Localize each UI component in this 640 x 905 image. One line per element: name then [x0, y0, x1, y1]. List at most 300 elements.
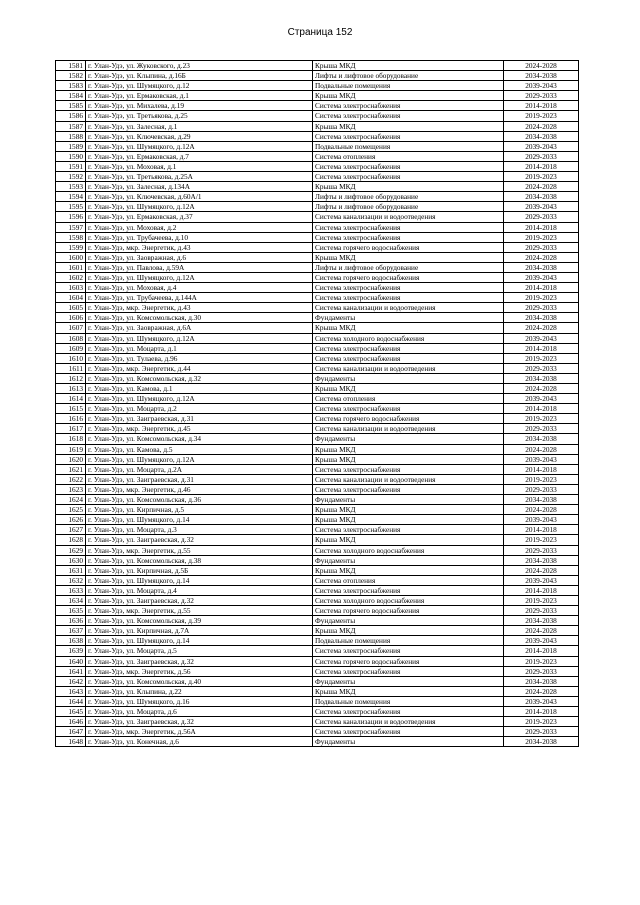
row-number-cell: 1613: [56, 384, 86, 394]
address-cell: г. Улан-Удэ, ул. Ключевская, д.60А/1: [86, 192, 313, 202]
table-row: [56, 293, 579, 303]
row-number-cell: 1601: [56, 262, 86, 272]
period-cell: 2024-2028: [504, 686, 579, 696]
period-cell: 2029-2033: [504, 666, 579, 676]
table-row: [56, 131, 579, 141]
period-cell: 2014-2018: [504, 707, 579, 717]
period-cell: 2019-2023: [504, 232, 579, 242]
row-number-cell: 1590: [56, 151, 86, 161]
table-row: [56, 262, 579, 272]
row-number-cell: 1589: [56, 141, 86, 151]
table-row: [56, 454, 579, 464]
period-cell: 2014-2018: [504, 283, 579, 293]
address-cell: г. Улан-Удэ, мкр. Энергетик, д.45: [86, 424, 313, 434]
address-cell: г. Улан-Удэ, ул. Кирпичная, д.5Б: [86, 565, 313, 575]
address-cell: г. Улан-Удэ, ул. Залесная, д.1: [86, 121, 313, 131]
row-number-cell: 1639: [56, 646, 86, 656]
work-type-cell: Крыша МКД: [313, 515, 504, 525]
row-number-cell: 1584: [56, 91, 86, 101]
period-cell: 2019-2023: [504, 656, 579, 666]
row-number-cell: 1644: [56, 696, 86, 706]
work-type-cell: Система электроснабжения: [313, 404, 504, 414]
work-type-cell: Фундаменты: [313, 434, 504, 444]
period-cell: 2014-2018: [504, 222, 579, 232]
address-cell: г. Улан-Удэ, ул. Шумяцкого, д.12А: [86, 202, 313, 212]
work-type-cell: Система канализации и водоотведения: [313, 474, 504, 484]
address-cell: г. Улан-Удэ, ул. Ключевская, д.29: [86, 131, 313, 141]
address-cell: г. Улан-Удэ, ул. Конечная, д.6: [86, 737, 313, 747]
row-number-cell: 1609: [56, 343, 86, 353]
table-row: [56, 727, 579, 737]
row-number-cell: 1622: [56, 474, 86, 484]
work-type-cell: Система электроснабжения: [313, 727, 504, 737]
row-number-cell: 1606: [56, 313, 86, 323]
table-row: [56, 464, 579, 474]
work-type-cell: Система горячего водоснабжения: [313, 242, 504, 252]
address-cell: г. Улан-Удэ, ул. Шумяцкого, д.12А: [86, 333, 313, 343]
address-cell: г. Улан-Удэ, ул. Шумяцкого, д.14: [86, 636, 313, 646]
work-type-cell: Крыша МКД: [313, 91, 504, 101]
address-cell: г. Улан-Удэ, мкр. Энергетик, д.56: [86, 666, 313, 676]
work-type-cell: Фундаменты: [313, 676, 504, 686]
period-cell: 2029-2033: [504, 303, 579, 313]
period-cell: 2019-2023: [504, 293, 579, 303]
table-row: [56, 363, 579, 373]
work-type-cell: Фундаменты: [313, 373, 504, 383]
work-type-cell: Система электроснабжения: [313, 484, 504, 494]
period-cell: 2034-2038: [504, 71, 579, 81]
period-cell: 2029-2033: [504, 484, 579, 494]
address-cell: г. Улан-Удэ, ул. Заиграевская, д.32: [86, 535, 313, 545]
period-cell: 2019-2023: [504, 535, 579, 545]
row-number-cell: 1632: [56, 575, 86, 585]
row-number-cell: 1611: [56, 363, 86, 373]
table-row: [56, 495, 579, 505]
table-row: [56, 535, 579, 545]
work-type-cell: Система электроснабжения: [313, 283, 504, 293]
work-type-cell: Крыша МКД: [313, 444, 504, 454]
table-row: [56, 474, 579, 484]
row-number-cell: 1629: [56, 545, 86, 555]
row-number-cell: 1602: [56, 272, 86, 282]
period-cell: 2039-2043: [504, 81, 579, 91]
period-cell: 2024-2028: [504, 252, 579, 262]
period-cell: 2029-2033: [504, 151, 579, 161]
row-number-cell: 1625: [56, 505, 86, 515]
table-row: [56, 616, 579, 626]
period-cell: 2039-2043: [504, 575, 579, 585]
address-cell: г. Улан-Удэ, мкр. Энергетик, д.55: [86, 606, 313, 616]
address-cell: г. Улан-Удэ, мкр. Энергетик, д.43: [86, 303, 313, 313]
work-type-cell: Система отопления: [313, 394, 504, 404]
period-cell: 2039-2043: [504, 272, 579, 282]
work-type-cell: Система электроснабжения: [313, 666, 504, 676]
table-row: [56, 575, 579, 585]
period-cell: 2014-2018: [504, 161, 579, 171]
work-type-cell: Система горячего водоснабжения: [313, 656, 504, 666]
row-number-cell: 1616: [56, 414, 86, 424]
row-number-cell: 1608: [56, 333, 86, 343]
table-row: [56, 252, 579, 262]
table-row: [56, 595, 579, 605]
table-row: [56, 343, 579, 353]
work-type-cell: Система электроснабжения: [313, 111, 504, 121]
work-type-cell: Крыша МКД: [313, 505, 504, 515]
address-cell: г. Улан-Удэ, ул. Кирпичная, д.7А: [86, 626, 313, 636]
row-number-cell: 1646: [56, 717, 86, 727]
work-type-cell: Система канализации и водоотведения: [313, 717, 504, 727]
work-type-cell: Система холодного водоснабжения: [313, 333, 504, 343]
period-cell: 2039-2043: [504, 696, 579, 706]
table-row: [56, 373, 579, 383]
table-row: [56, 565, 579, 575]
address-cell: г. Улан-Удэ, ул. Шумяцкого, д.12А: [86, 272, 313, 282]
address-cell: г. Улан-Удэ, ул. Шумяцкого, д.14: [86, 575, 313, 585]
address-cell: г. Улан-Удэ, ул. Трубачеева, д.144А: [86, 293, 313, 303]
table-row: [56, 61, 579, 71]
period-cell: 2039-2043: [504, 202, 579, 212]
work-type-cell: Фундаменты: [313, 313, 504, 323]
address-cell: г. Улан-Удэ, ул. Ермаковская, д.37: [86, 212, 313, 222]
table-row: [56, 81, 579, 91]
table-row: [56, 323, 579, 333]
address-cell: г. Улан-Удэ, ул. Комсомольская, д.34: [86, 434, 313, 444]
work-type-cell: Крыша МКД: [313, 61, 504, 71]
row-number-cell: 1628: [56, 535, 86, 545]
table-row: [56, 272, 579, 282]
row-number-cell: 1599: [56, 242, 86, 252]
work-type-cell: Фундаменты: [313, 495, 504, 505]
period-cell: 2034-2038: [504, 434, 579, 444]
work-type-cell: Лифты и лифтовое оборудование: [313, 71, 504, 81]
work-type-cell: Система канализации и водоотведения: [313, 424, 504, 434]
address-cell: г. Улан-Удэ, ул. Комсомольская, д.32: [86, 373, 313, 383]
address-cell: г. Улан-Удэ, ул. Шумяцкого, д.12А: [86, 394, 313, 404]
work-type-cell: Система электроснабжения: [313, 464, 504, 474]
table-row: [56, 505, 579, 515]
period-cell: 2039-2043: [504, 454, 579, 464]
row-number-cell: 1598: [56, 232, 86, 242]
period-cell: 2034-2038: [504, 373, 579, 383]
address-cell: г. Улан-Удэ, ул. Залесная, д.134А: [86, 182, 313, 192]
row-number-cell: 1614: [56, 394, 86, 404]
period-cell: 2024-2028: [504, 182, 579, 192]
table-row: [56, 111, 579, 121]
table-row: [56, 707, 579, 717]
row-number-cell: 1585: [56, 101, 86, 111]
row-number-cell: 1603: [56, 283, 86, 293]
address-cell: г. Улан-Удэ, ул. Тулаева, д.96: [86, 353, 313, 363]
address-cell: г. Улан-Удэ, ул. Павлова, д.59А: [86, 262, 313, 272]
period-cell: 2019-2023: [504, 474, 579, 484]
period-cell: 2039-2043: [504, 394, 579, 404]
period-cell: 2039-2043: [504, 333, 579, 343]
table-row: [56, 414, 579, 424]
table-row: [56, 434, 579, 444]
row-number-cell: 1638: [56, 636, 86, 646]
row-number-cell: 1626: [56, 515, 86, 525]
work-type-cell: Фундаменты: [313, 737, 504, 747]
table-row: [56, 333, 579, 343]
row-number-cell: 1636: [56, 616, 86, 626]
row-number-cell: 1620: [56, 454, 86, 464]
row-number-cell: 1615: [56, 404, 86, 414]
address-cell: г. Улан-Удэ, ул. Заиграевская, д.31: [86, 474, 313, 484]
row-number-cell: 1619: [56, 444, 86, 454]
table-row: [56, 182, 579, 192]
address-cell: г. Улан-Удэ, ул. Третьякова, д.25: [86, 111, 313, 121]
work-type-cell: Крыша МКД: [313, 686, 504, 696]
address-cell: г. Улан-Удэ, ул. Комсомольская, д.36: [86, 495, 313, 505]
row-number-cell: 1600: [56, 252, 86, 262]
period-cell: 2024-2028: [504, 61, 579, 71]
period-cell: 2029-2033: [504, 212, 579, 222]
work-type-cell: Крыша МКД: [313, 535, 504, 545]
table-row: [56, 606, 579, 616]
row-number-cell: 1637: [56, 626, 86, 636]
work-type-cell: Фундаменты: [313, 616, 504, 626]
address-cell: г. Улан-Удэ, ул. Клыпина, д.16Б: [86, 71, 313, 81]
period-cell: 2024-2028: [504, 323, 579, 333]
period-cell: 2029-2033: [504, 606, 579, 616]
work-type-cell: Система электроснабжения: [313, 232, 504, 242]
row-number-cell: 1587: [56, 121, 86, 131]
row-number-cell: 1610: [56, 353, 86, 363]
work-type-cell: Крыша МКД: [313, 626, 504, 636]
address-cell: г. Улан-Удэ, ул. Моцарта, д.6: [86, 707, 313, 717]
address-cell: г. Улан-Удэ, ул. Моцарта, д.5: [86, 646, 313, 656]
table-row: [56, 232, 579, 242]
row-number-cell: 1591: [56, 161, 86, 171]
period-cell: 2034-2038: [504, 495, 579, 505]
work-type-cell: Подвальные помещения: [313, 636, 504, 646]
table-row: [56, 384, 579, 394]
period-cell: 2019-2023: [504, 595, 579, 605]
address-cell: г. Улан-Удэ, ул. Шумяцкого, д.12А: [86, 141, 313, 151]
work-type-cell: Система электроснабжения: [313, 525, 504, 535]
address-cell: г. Улан-Удэ, мкр. Энергетик, д.43: [86, 242, 313, 252]
table-row: [56, 626, 579, 636]
row-number-cell: 1642: [56, 676, 86, 686]
table-row: [56, 151, 579, 161]
row-number-cell: 1583: [56, 81, 86, 91]
work-type-cell: Крыша МКД: [313, 252, 504, 262]
work-type-cell: Система горячего водоснабжения: [313, 606, 504, 616]
table-body: [56, 61, 579, 747]
table-row: [56, 303, 579, 313]
work-type-cell: Система электроснабжения: [313, 222, 504, 232]
address-cell: г. Улан-Удэ, ул. Моцарта, д.4: [86, 585, 313, 595]
address-cell: г. Улан-Удэ, ул. Комсомольская, д.39: [86, 616, 313, 626]
period-cell: 2019-2023: [504, 717, 579, 727]
work-type-cell: Система электроснабжения: [313, 172, 504, 182]
address-cell: г. Улан-Удэ, ул. Заиграевская, д.32: [86, 656, 313, 666]
period-cell: 2019-2023: [504, 172, 579, 182]
table-row: [56, 737, 579, 747]
table-row: [56, 222, 579, 232]
work-type-cell: Система отопления: [313, 151, 504, 161]
period-cell: 2034-2038: [504, 313, 579, 323]
work-type-cell: Крыша МКД: [313, 384, 504, 394]
period-cell: 2029-2033: [504, 727, 579, 737]
period-cell: 2014-2018: [504, 585, 579, 595]
table-row: [56, 91, 579, 101]
address-cell: г. Улан-Удэ, ул. Заиграевская, д.32: [86, 717, 313, 727]
table-row: [56, 666, 579, 676]
work-type-cell: Крыша МКД: [313, 565, 504, 575]
period-cell: 2014-2018: [504, 343, 579, 353]
period-cell: 2019-2023: [504, 414, 579, 424]
period-cell: 2039-2043: [504, 515, 579, 525]
work-type-cell: Система электроснабжения: [313, 646, 504, 656]
row-number-cell: 1581: [56, 61, 86, 71]
address-cell: г. Улан-Удэ, ул. Комсомольская, д.40: [86, 676, 313, 686]
row-number-cell: 1607: [56, 323, 86, 333]
period-cell: 2024-2028: [504, 626, 579, 636]
row-number-cell: 1592: [56, 172, 86, 182]
row-number-cell: 1627: [56, 525, 86, 535]
work-type-cell: Лифты и лифтовое оборудование: [313, 262, 504, 272]
period-cell: 2034-2038: [504, 555, 579, 565]
period-cell: 2024-2028: [504, 565, 579, 575]
table-row: [56, 192, 579, 202]
work-type-cell: Система канализации и водоотведения: [313, 303, 504, 313]
work-type-cell: Система горячего водоснабжения: [313, 414, 504, 424]
work-type-cell: Крыша МКД: [313, 121, 504, 131]
row-number-cell: 1647: [56, 727, 86, 737]
period-cell: 2034-2038: [504, 737, 579, 747]
row-number-cell: 1605: [56, 303, 86, 313]
table-row: [56, 121, 579, 131]
period-cell: 2029-2033: [504, 545, 579, 555]
row-number-cell: 1597: [56, 222, 86, 232]
table-row: [56, 141, 579, 151]
address-cell: г. Улан-Удэ, ул. Шумяцкого, д.16: [86, 696, 313, 706]
table-row: [56, 444, 579, 454]
row-number-cell: 1617: [56, 424, 86, 434]
period-cell: 2029-2033: [504, 424, 579, 434]
period-cell: 2014-2018: [504, 646, 579, 656]
work-type-cell: Подвальные помещения: [313, 81, 504, 91]
table-row: [56, 484, 579, 494]
address-cell: г. Улан-Удэ, мкр. Энергетик, д.44: [86, 363, 313, 373]
period-cell: 2034-2038: [504, 676, 579, 686]
table-row: [56, 394, 579, 404]
row-number-cell: 1588: [56, 131, 86, 141]
row-number-cell: 1633: [56, 585, 86, 595]
work-type-cell: Система электроснабжения: [313, 707, 504, 717]
table-row: [56, 172, 579, 182]
repair-schedule-table: [55, 60, 579, 747]
address-cell: г. Улан-Удэ, ул. Моховая, д.2: [86, 222, 313, 232]
table-row: [56, 202, 579, 212]
address-cell: г. Улан-Удэ, ул. Ермаковская, д.1: [86, 91, 313, 101]
period-cell: 2024-2028: [504, 505, 579, 515]
period-cell: 2034-2038: [504, 131, 579, 141]
table-row: [56, 696, 579, 706]
address-cell: г. Улан-Удэ, мкр. Энергетик, д.55: [86, 545, 313, 555]
row-number-cell: 1594: [56, 192, 86, 202]
address-cell: г. Улан-Удэ, ул. Комсомольская, д.30: [86, 313, 313, 323]
page-number-label: Страница 152: [287, 27, 353, 38]
period-cell: 2039-2043: [504, 141, 579, 151]
address-cell: г. Улан-Удэ, ул. Ермаковская, д.7: [86, 151, 313, 161]
row-number-cell: 1634: [56, 595, 86, 605]
row-number-cell: 1623: [56, 484, 86, 494]
table-row: [56, 101, 579, 111]
work-type-cell: Система электроснабжения: [313, 293, 504, 303]
address-cell: г. Улан-Удэ, ул. Камова, д.5: [86, 444, 313, 454]
row-number-cell: 1635: [56, 606, 86, 616]
work-type-cell: Крыша МКД: [313, 454, 504, 464]
work-type-cell: Система электроснабжения: [313, 161, 504, 171]
work-type-cell: Подвальные помещения: [313, 696, 504, 706]
table-row: [56, 636, 579, 646]
table-row: [56, 656, 579, 666]
work-type-cell: Лифты и лифтовое оборудование: [313, 202, 504, 212]
table-row: [56, 71, 579, 81]
row-number-cell: 1593: [56, 182, 86, 192]
address-cell: г. Улан-Удэ, ул. Заовражная, д.6: [86, 252, 313, 262]
row-number-cell: 1595: [56, 202, 86, 212]
work-type-cell: Система канализации и водоотведения: [313, 212, 504, 222]
row-number-cell: 1604: [56, 293, 86, 303]
row-number-cell: 1586: [56, 111, 86, 121]
address-cell: г. Улан-Удэ, ул. Кирпичная, д.5: [86, 505, 313, 515]
row-number-cell: 1648: [56, 737, 86, 747]
period-cell: 2039-2043: [504, 636, 579, 646]
period-cell: 2034-2038: [504, 192, 579, 202]
address-cell: г. Улан-Удэ, ул. Михалева, д.19: [86, 101, 313, 111]
table-row: [56, 717, 579, 727]
address-cell: г. Улан-Удэ, мкр. Энергетик, д.46: [86, 484, 313, 494]
address-cell: г. Улан-Удэ, ул. Комсомольская, д.38: [86, 555, 313, 565]
work-type-cell: Система электроснабжения: [313, 131, 504, 141]
table-row: [56, 545, 579, 555]
address-cell: г. Улан-Удэ, ул. Шумяцкого, д.12А: [86, 454, 313, 464]
table-row: [56, 585, 579, 595]
address-cell: г. Улан-Удэ, мкр. Энергетик, д.56А: [86, 727, 313, 737]
address-cell: г. Улан-Удэ, ул. Трубачеева, д.10: [86, 232, 313, 242]
work-type-cell: Система холодного водоснабжения: [313, 595, 504, 605]
address-cell: г. Улан-Удэ, ул. Шумяцкого, д.12: [86, 81, 313, 91]
work-type-cell: Система электроснабжения: [313, 585, 504, 595]
period-cell: 2014-2018: [504, 464, 579, 474]
table-row: [56, 212, 579, 222]
work-type-cell: Подвальные помещения: [313, 141, 504, 151]
address-cell: г. Улан-Удэ, ул. Моцарта, д.1: [86, 343, 313, 353]
table-row: [56, 676, 579, 686]
table-row: [56, 555, 579, 565]
table-row: [56, 283, 579, 293]
address-cell: г. Улан-Удэ, ул. Моховая, д.4: [86, 283, 313, 293]
address-cell: г. Улан-Удэ, ул. Клыпина, д.22: [86, 686, 313, 696]
row-number-cell: 1582: [56, 71, 86, 81]
table-row: [56, 515, 579, 525]
address-cell: г. Улан-Удэ, ул. Заиграевская, д.32: [86, 595, 313, 605]
row-number-cell: 1618: [56, 434, 86, 444]
row-number-cell: 1612: [56, 373, 86, 383]
address-cell: г. Улан-Удэ, ул. Моцарта, д.3: [86, 525, 313, 535]
period-cell: 2014-2018: [504, 101, 579, 111]
work-type-cell: Система горячего водоснабжения: [313, 272, 504, 282]
work-type-cell: Лифты и лифтовое оборудование: [313, 192, 504, 202]
work-type-cell: Система холодного водоснабжения: [313, 545, 504, 555]
work-type-cell: Система отопления: [313, 575, 504, 585]
row-number-cell: 1640: [56, 656, 86, 666]
period-cell: 2014-2018: [504, 525, 579, 535]
period-cell: 2019-2023: [504, 353, 579, 363]
